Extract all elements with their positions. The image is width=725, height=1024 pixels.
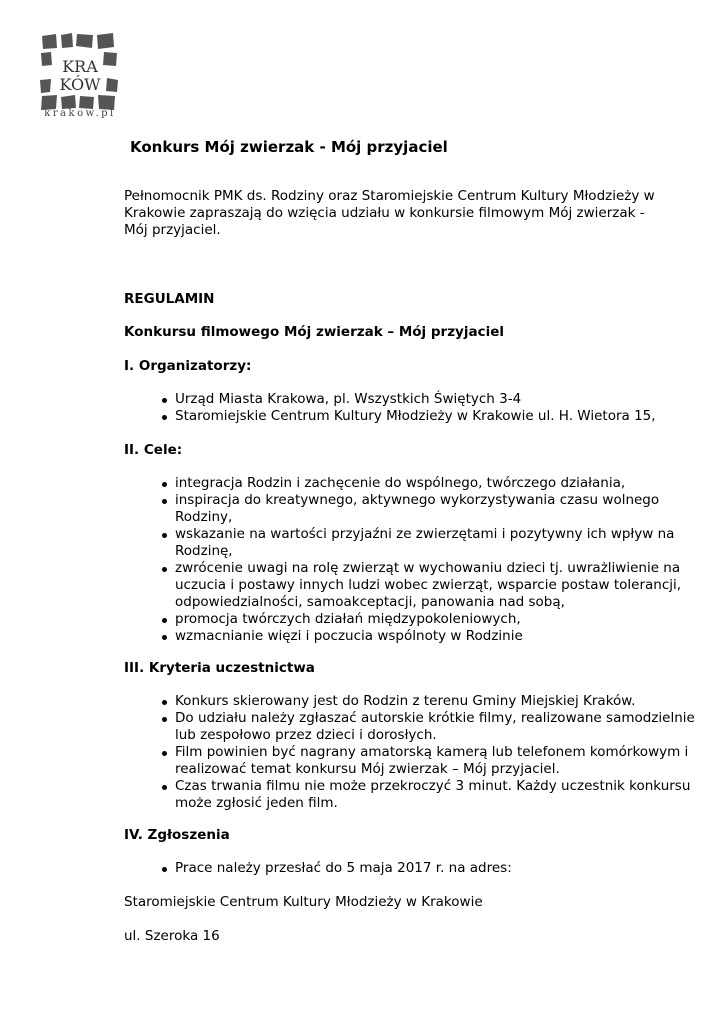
goals-list — [124, 475, 695, 645]
logo-text-line1: KRA — [62, 57, 98, 76]
list-item: Staromiejskie Centrum Kultury Młodzieży w Krakowie ul. H. Wietora 15, — [175, 408, 695, 425]
logo-text-line2: KÓW — [59, 75, 101, 94]
section-heading-goals: II. Cele: — [124, 442, 183, 458]
section-heading-organizers: I. Organizatorzy: — [124, 358, 252, 374]
submissions-list — [124, 860, 695, 877]
organizers-list — [124, 391, 695, 425]
regulamin-subtitle: Konkursu filmowego Mój zwierzak – Mój przyjaciel — [124, 324, 505, 340]
regulamin-heading: REGULAMIN — [124, 291, 215, 307]
page-title: Konkurs Mój zwierzak - Mój przyjaciel — [130, 138, 448, 156]
list-item: Film powinien być nagrany amatorską kamerą lub telefonem komórkowym i realizować temat konkursu Mój zwierzak – Mój przyjaciel. — [175, 744, 695, 778]
list-item: Prace należy przesłać do 5 maja 2017 r. na adres: — [175, 860, 695, 877]
address-line-2: ul. Szeroka 16 — [124, 928, 220, 944]
list-item: inspiracja do kreatywnego, aktywnego wykorzystywania czasu wolnego Rodziny, — [175, 492, 695, 526]
logo-caption: krakow.pl — [44, 108, 116, 119]
intro-paragraph: Pełnomocnik PMK ds. Rodziny oraz Staromiejskie Centrum Kultury Młodzieży w Krakowie zapraszają do wzięcia udziału w konkursie filmowym Mój zwierzak - Mój przyjaciel. — [124, 188, 655, 238]
list-item: Konkurs skierowany jest do Rodzin z terenu Gminy Miejskiej Kraków. — [175, 693, 695, 710]
list-item: integracja Rodzin i zachęcenie do wspólnego, twórczego działania, — [175, 475, 695, 492]
list-item: wzmacnianie więzi i poczucia wspólnoty w Rodzinie — [175, 628, 695, 645]
list-item: Urząd Miasta Krakowa, pl. Wszystkich Świętych 3-4 — [175, 391, 695, 408]
section-heading-submissions: IV. Zgłoszenia — [124, 827, 230, 843]
list-item: zwrócenie uwagi na rolę zwierząt w wychowaniu dzieci tj. uwrażliwienie na uczucia i postawy innych ludzi wobec zwierząt, wsparcie postaw tolerancji, odpowiedzialności, samoakceptacji, panowania nad sobą, — [175, 560, 695, 611]
list-item: Do udziału należy zgłaszać autorskie krótkie filmy, realizowane samodzielnie lub zespołowo przez dzieci i dorosłych. — [175, 710, 695, 743]
section-heading-criteria: III. Kryteria uczestnictwa — [124, 660, 315, 676]
list-item: promocja twórczych działań międzypokoleniowych, — [175, 611, 695, 628]
list-item: Czas trwania filmu nie może przekroczyć 3 minut. Każdy uczestnik konkursu może zgłosić jeden film. — [175, 778, 695, 812]
criteria-list — [124, 693, 695, 812]
list-item: wskazanie na wartości przyjaźni ze zwierzętami i pozytywny ich wpływ na Rodzinę, — [175, 526, 695, 560]
address-line-1: Staromiejskie Centrum Kultury Młodzieży w Krakowie — [124, 894, 483, 910]
